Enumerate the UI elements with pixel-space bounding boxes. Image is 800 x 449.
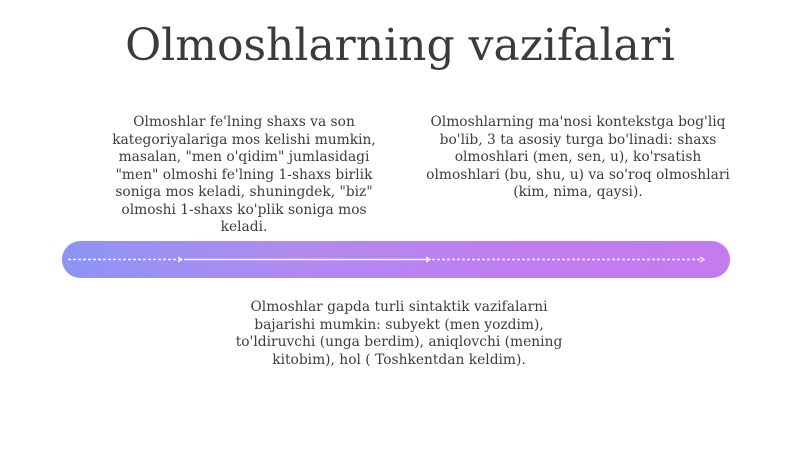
timeline-arrows: [62, 241, 730, 278]
text-block-left: Olmoshlar fe'lning shaxs va son kategoriyalariga mos kelishi mumkin, masalan, "men o'qidim" jumlasidagi "men" olmoshi fe'lning 1-shaxs birlik soniga mos keladi, shuningdek, "biz" olmoshi 1-shaxs ko'plik soniga mos keladi.: [112, 114, 376, 235]
text-block-bottom: Olmoshlar gapda turli sintaktik vazifalarni bajarishi mumkin: subyekt (men yozdim), to'ldiruvchi (unga berdim), aniqlovchi (mening kitobim), hol ( Toshkentdan keldim).: [235, 299, 563, 368]
text-block-right: Olmoshlarning ma'nosi kontekstga bog'liq bo'lib, 3 ta asosiy turga bo'linadi: shaxs olmoshlari (men, sen, u), ko'rsatish olmoshlari (bu, shu, u) va so'roq olmoshlari (kim, nima, qaysi).: [426, 114, 730, 200]
timeline-bar: [62, 241, 730, 278]
page-title: Olmoshlarning vazifalari: [125, 20, 675, 71]
